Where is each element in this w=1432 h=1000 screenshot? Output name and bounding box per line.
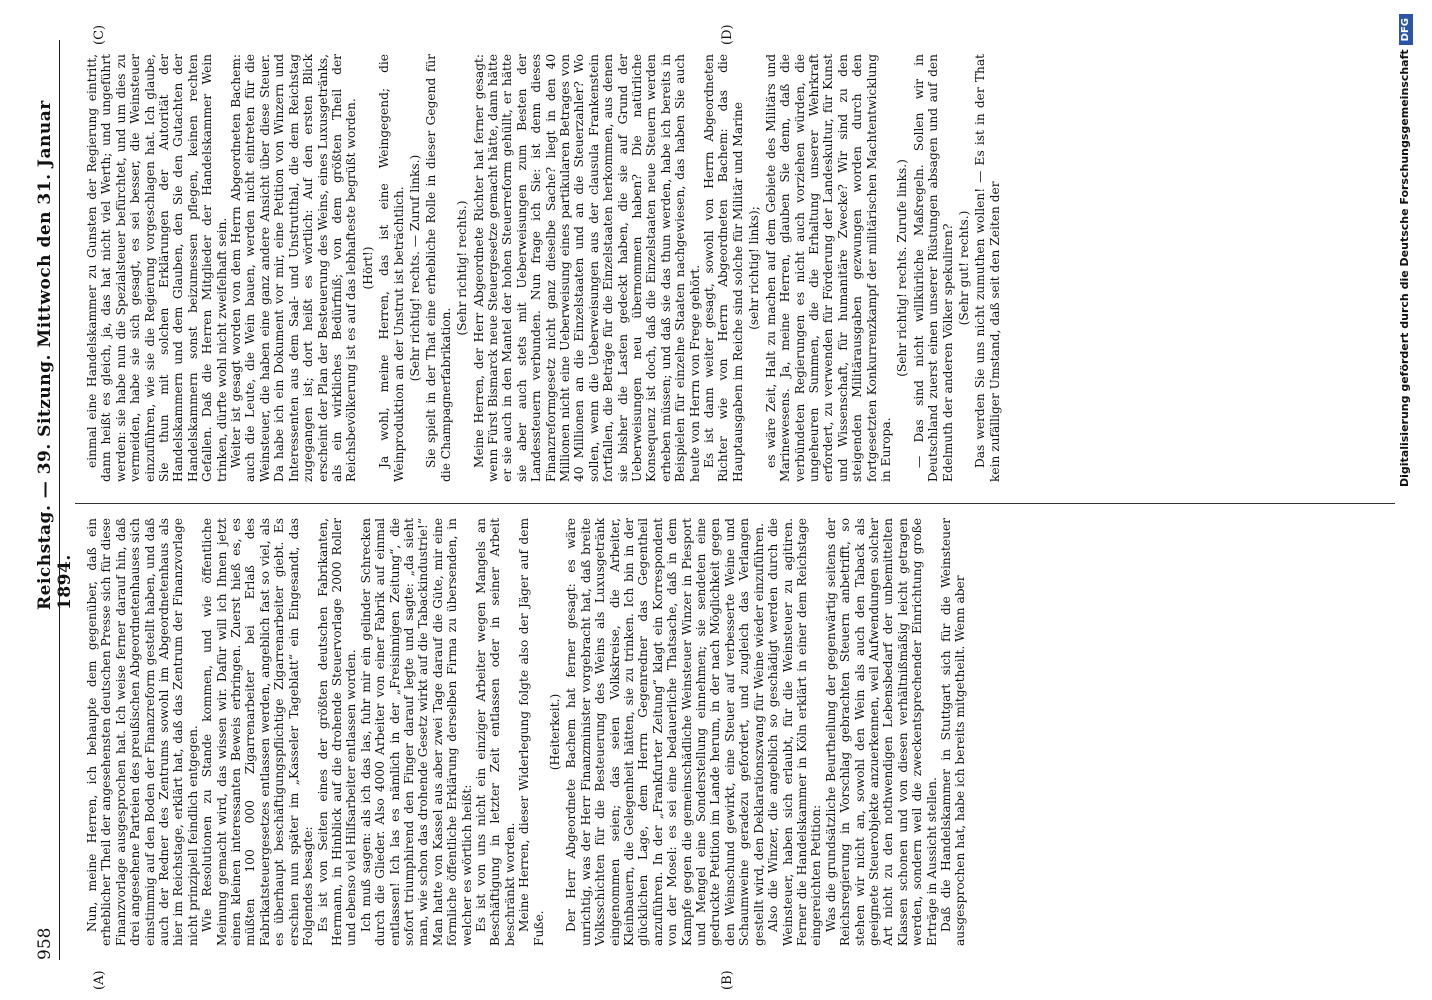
footer-credit-text: Digitalisierung gefördert durch die Deutsche Forschungsgemeinschaft	[1398, 49, 1411, 488]
paragraph: Nun, meine Herren, ich behaupte dem gegenüber, daß ein erheblicher Theil der angesehensten deutschen Presse sich für diese Finanzvorlage ausgesprochen hat. Ich weise ferner darauf hin, daß drei angesehene Parteien des preußischen Abgeordnetenhauses sich einstimmig auf den Boden der Finanzreform gestellt haben, und daß auch der Redner des Zentrums sowohl im Abgeordnetenhaus als hier im Reichstage, erklärt hat, daß das Zentrum der Finanzvorlage nicht prinzipiell feindlich entgegen.	[85, 518, 200, 946]
margin-marker-a: (A)	[92, 970, 107, 990]
paragraph: Was die grundsätzliche Beurtheilung der gegenwärtig seitens der Reichsregierung in Vorschlag gebrachten Steuern anbetrifft, so stehen wir nicht an, sowohl den Wein als auch den Taback als geeignete Steuerobjekte anzuerkennen, weil Aufwendungen solcher Art nicht zu den nothwendigen Lebensbedarf der unbemittelten Klassen schonen und von diesen verhältnißmäßig leicht getragen werden, sondern weil die zweckentsprechender Einrichtung große Erträge in Aussicht stellen.	[823, 518, 939, 946]
left-column	[85, 518, 1385, 946]
paragraph: Meine Herren, der Herr Abgeordnete Richter hat ferner gesagt: wenn Fürst Bismarck neue Steuergesetze gemacht hätte, dann hätte er sie auch in den Mantel der hohen Steuerreform gehüllt, er hätte sie aber auch stets mit Ueberweisungen zum Besten der Landessteuern verbunden. Nun frage ich Sie: ist denn dieses Finanzreformgesetz nicht ganz dieselbe Sache? liegt in den 40 Millionen nicht eine Ueberweisung eines partikularen Betrages von 40 Millionen an die Einzelstaaten und an die Steuerzahler? Wo sollen, wenn die Ueberweisungen aus der clausula Frankenstein fortfallen, die Beträge für die Einzelstaaten herkommen, aus denen sie bisher die Lasten gedeckt haben, die sie auf Grund der Ueberweisungen neu übernommen haben? Die natürliche Konsequenz ist doch, daß die Einzelstaaten neue Steuern werden erheben müssen; und daß sie das thun werden, habe ich bereits in Beispielen für einzelne Staaten nachgewiesen, das haben Sie auch heute von Herrn von Frege gehört.	[471, 54, 702, 482]
paragraph: Weiter ist gesagt worden von dem Herrn Abgeordneten Bachem: auch die Leute, die Wein bauen, werden nicht eintreten für die Weinsteuer, die haben eine ganz andere Ansicht über diese Steuer. Da habe ich ein Dokument vor mir, eine Petition von Winzern und Interessenten aus dem Saal- und Unstrutthal, die dem Reichstag zugegangen ist; dort heißt es wörtlich: Auf den ersten Blick erscheint der Plan der Besteuerung des Weins, eines Luxusgetränks, als ein wirkliches Bedürfniß; von dem größten Theil der Reichsbevölkerung ist es auf das lebhafteste begrüßt worden.	[229, 54, 359, 482]
column-divider	[75, 503, 1395, 504]
footer-credit	[1395, 0, 1415, 1000]
paragraph: (Sehr richtig! rechts.)	[455, 200, 470, 336]
page-title: Reichstag. — 39. Sitzung. Mittwoch den 31. Januar 1894.	[35, 100, 75, 610]
paragraph: Ja wohl, meine Herren, das ist eine Weingegend; die Weinproduktion an der Unstrut ist beträchtlich.	[377, 54, 406, 482]
paragraph: (Sehr richtig! rechts. — Zuruf links.)	[407, 154, 422, 382]
margin-marker-c: (C)	[92, 24, 107, 45]
page-header	[35, 40, 75, 960]
paragraph: es wäre Zeit, Halt zu machen auf dem Gebiete des Militärs und Marinewesens. Ja, meine Herren, glauben Sie denn, daß die verbündeten Regierungen es nicht auch vorziehen würden, die ungeheuren Summen, die die Erhaltung unserer Wehrkraft erfordert, zu verwenden für Förderung der Landeskultur, für Kunst und Wissenschaft, für humanitäre Zwecke? Wir sind zu den steigenden Militärausgaben gezwungen worden durch den fortgesetzten Konkurrenzkampf der militärischen Machtentwicklung in Europa.	[763, 54, 893, 482]
paragraph: Sie spielt in der That eine erhebliche Rolle in dieser Gegend für die Champagnerfabrikation.	[424, 54, 453, 482]
margin-marker-d: (D)	[720, 24, 735, 45]
paragraph: Daß die Handelskammer in Stuttgart sich für die Weinsteuer ausgesprochen hat, habe ich bereits mitgetheilt. Wenn aber	[938, 518, 968, 946]
paragraph: Ich muß sagen: als ich das las, fuhr mir ein gelinder Schrecken durch die Glieder. Also 4000 Arbeiter von einer Fabrik auf einmal entlassen! Ich las es nämlich in der „Freisinnigen Zeitung“, die sofort triumphirend den Finger darauf legte und sagte: „da sieht man, wie schon das drohende Gesetz wirkt auf die Tabackindustrie!“ Man hatte von Kassel aus aber zwei Tage darauf die Güte, mir eine förmliche öffentliche Erklärung derselben Firma zu übersenden, in welcher es wörtlich heißt:	[358, 518, 474, 946]
paragraph: Es ist von uns nicht ein einziger Arbeiter wegen Mangels an Beschäftigung in letzter Zeit entlassen oder in seiner Arbeit beschränkt worden.	[473, 518, 517, 946]
paragraph: Also die Winzer, die angeblich so geschädigt werden durch die Weinsteuer, haben sich erlaubt, für die Weinsteuer zu agitiren. Ferner die Handelskammer in Köln erklärt in einer dem Reichstage eingereichten Petition:	[766, 518, 824, 946]
header-rule	[59, 40, 60, 960]
paragraph: Es ist von Seiten eines der größten deutschen Fabrikanten, Hermann, in Hinblick auf die drohende Steuervorlage 2000 Roller und ebenso viel Hilfsarbeiter entlassen worden.	[315, 518, 359, 946]
paragraph: einmal eine Handelskammer zu Gunsten der Regierung eintritt, dann heißt es gleich, ja, das hat nicht viel Werth; und ungeführt werden: sie habe nun die Spezialsteuer befürchtet, und um dies zu vermeiden, habe sie sich gesagt, es sei besser, die Weinsteuer einzuführen, wie sie die Regierung vorgeschlagen hat. Ich glaube, Sie thun mit solchen Erklärungen der Autorität der Handelskammern und dem Glauben, den Sie den Gutachten der Handelskammern sonst beizumessen pflegen, keinen rechten Gefallen. Daß die Herren Mitglieder der Handelskammer Wein trinken, dürfte wohl nicht zweifelhaft sein.	[85, 54, 229, 482]
paragraph: (Sehr richtig! rechts. Zurufe links.)	[895, 159, 910, 377]
digitization-footer	[1395, 0, 1432, 1000]
paragraph: (Sehr gut! rechts.)	[956, 210, 971, 326]
paragraph: Das werden Sie uns nicht zumuthen wollen! — Es ist in der That kein zufälliger Umstand, daß seit den Zeiten der	[973, 54, 1002, 482]
paragraph: Der Herr Abgeordnete Bachem hat ferner gesagt: es wäre unrichtig, was der Herr Finanzminister vorgebracht hat, daß breite Volksschichten für die Besteuerung des Weins als Luxusgetränk eingenommen seien; das seien Volkskreise, die Arbeiter, Kleinbauern, die Gelegenheit hätten, sie zu trinken. Ich bin in der glücklichen Lage, dem Herrn Gegenredner das Gegentheil anzuführen. In der „Frankfurter Zeitung“ klagt ein Korrespondent von der Mosel: es sei eine bedauerliche Thatsache, daß in dem Kampfe gegen die gemeinschädliche Weinsteuer Winzer in Piesport und Mengel eine Sonderstellung einnehmen; sie sendeten eine gedruckte Petition im Lande herum, in der nach Möglichkeit gegen den Weinschund gewirkt, eine Steuer auf verbesserte Weine und Schaumweine geradezu gefordert, und zugleich das Verlangen gestellt wird, den Deklarationszwang für Weine wieder einzuführen.	[564, 518, 766, 946]
right-column	[85, 54, 1385, 482]
paragraph: Wie Resolutionen zu Stande kommen, und wie öffentliche Meinung gemacht wird, das wissen wir. Dafür will ich Ihnen jetzt einen kleinen interessanten Beweis erbringen. Zuerst hieß es, es müßten 100 000 Zigarrenarbeiter bei Erlaß des Fabrikatsteuergesetzes entlassen werden, angeblich fast so viel, als es überhaupt beschäftigungspflichtige Zigarrenarbeiter giebt. Es erschien nun später im „Kasseler Tageblatt“ ein Eingesandt, das Folgendes besagte:	[200, 518, 316, 946]
margin-marker-b: (B)	[720, 970, 735, 990]
paragraph: Meine Herren, dieser Widerlegung folgte also der Jäger auf dem Fuße.	[517, 518, 546, 946]
page-number: 958	[35, 927, 55, 960]
paragraph: Es ist dann weiter gesagt, sowohl von Herrn Abgeordneten Richter wie von Herrn Abgeordneten Bachem: das die Hauptausgaben im Reiche sind solche für Militär und Marine	[702, 54, 745, 482]
paragraph: (Hört!)	[360, 246, 375, 290]
dfg-logo: DFG	[1399, 14, 1413, 45]
paragraph: (sehr richtig! links);	[747, 206, 762, 330]
paragraph: (Heiterkeit.)	[548, 693, 562, 771]
paragraph: — Das sind nicht willkürliche Maßregeln. Sollen wir in Deutschland zuerst einen unserer Rüstungen absagen und auf den Edelmuth der anderen Völker spekuliren?	[911, 54, 955, 482]
